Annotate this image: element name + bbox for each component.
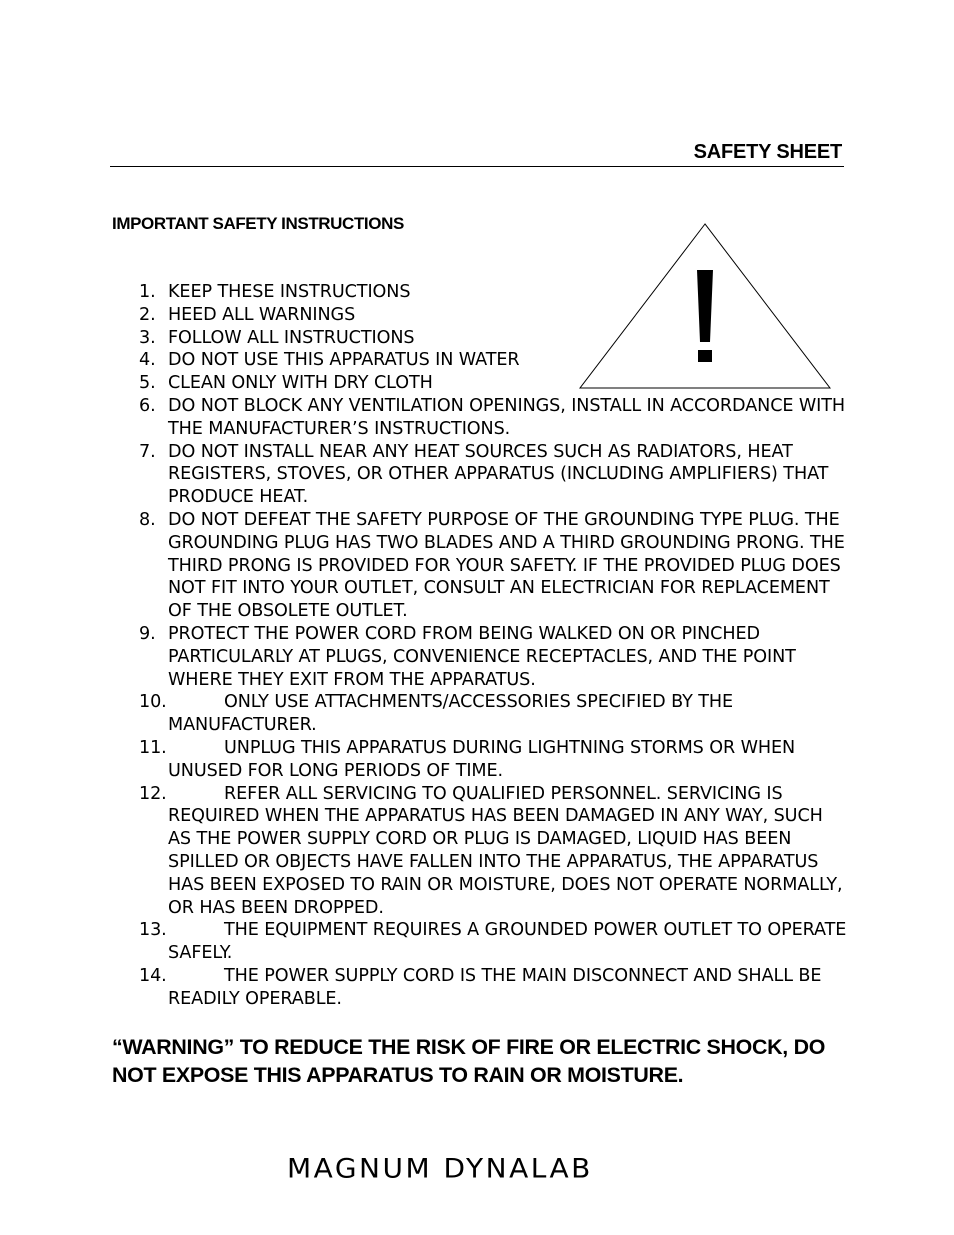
list-item-text: FOLLOW ALL INSTRUCTIONS (168, 327, 415, 348)
list-item (139, 691, 851, 737)
list-item-number: 11. (139, 737, 167, 758)
list-item (139, 737, 851, 783)
list-item (139, 965, 851, 1011)
list-item (139, 395, 851, 441)
list-item-text: DO NOT INSTALL NEAR ANY HEAT SOURCES SUCH AS RADIATORS, HEAT REGISTERS, STOVES, OR OTHER APPARATUS (INCLUDING AMPLIFIERS) THAT PRODUCE HEAT. (168, 441, 829, 508)
list-item-number: 12. (139, 783, 167, 804)
list-item-number: 14. (139, 965, 167, 986)
list-item-number: 10. (139, 692, 167, 713)
header-divider (110, 166, 844, 167)
list-item-text: REFER ALL SERVICING TO QUALIFIED PERSONNEL. SERVICING IS REQUIRED WHEN THE APPARATUS HAS BEEN DAMAGED IN ANY WAY, SUCH AS THE POWER SUPPLY CORD OR PLUG IS DAMAGED, LIQUID HAS BEEN SPILLED OR OBJECTS HAVE FALLEN INTO THE APPARATUS, THE APPARATUS HAS BEEN EXPOSED TO RAIN OR MOISTURE, DOES NOT OPERATE NORMALLY, OR HAS BEEN DROPPED. (168, 783, 843, 918)
instructions-list (139, 281, 851, 1011)
section-title: IMPORTANT SAFETY INSTRUCTIONS (112, 214, 404, 233)
list-item-text: DO NOT DEFEAT THE SAFETY PURPOSE OF THE GROUNDING TYPE PLUG. THE GROUNDING PLUG HAS TWO BLADES AND A THIRD GROUNDING PRONG. THE THIRD PRONG IS PROVIDED FOR YOUR SAFETY. IF THE PROVIDED PLUG DOES NOT FIT INTO YOUR OUTLET, CONSULT AN ELECTRICIAN FOR REPLACEMENT OF THE OBSOLETE OUTLET. (168, 509, 845, 622)
list-item-number: 3. (139, 327, 156, 348)
list-item (139, 327, 851, 350)
list-item-text: THE EQUIPMENT REQUIRES A GROUNDED POWER OUTLET TO OPERATE SAFELY. (168, 920, 847, 964)
list-item (139, 783, 851, 920)
list-item (139, 304, 851, 327)
list-item-number: 13. (139, 920, 167, 941)
list-item-number: 5. (139, 373, 156, 394)
brand-logo: MAGNUM DYNALAB (287, 1152, 593, 1185)
list-item-text: DO NOT BLOCK ANY VENTILATION OPENINGS, INSTALL IN ACCORDANCE WITH THE MANUFACTURER’S INSTRUCTIONS. (168, 395, 846, 439)
list-item-text: UNPLUG THIS APPARATUS DURING LIGHTNING STORMS OR WHEN UNUSED FOR LONG PERIODS OF TIME. (168, 737, 796, 781)
list-item-number: 6. (139, 395, 156, 416)
list-item-text: THE POWER SUPPLY CORD IS THE MAIN DISCONNECT AND SHALL BE READILY OPERABLE. (168, 965, 822, 1009)
list-item-text: DO NOT USE THIS APPARATUS IN WATER (168, 350, 520, 371)
warning-statement: “WARNING” TO REDUCE THE RISK OF FIRE OR ELECTRIC SHOCK, DO NOT EXPOSE THIS APPARATUS TO RAIN OR MOISTURE. (112, 1035, 826, 1087)
list-item-text: CLEAN ONLY WITH DRY CLOTH (168, 373, 433, 394)
list-item-number: 8. (139, 509, 156, 530)
list-item-number: 7. (139, 441, 156, 462)
list-item-number: 9. (139, 623, 156, 644)
list-item (139, 349, 851, 372)
list-item (139, 509, 851, 623)
list-item (139, 919, 851, 965)
list-item (139, 441, 851, 509)
list-item-text: HEED ALL WARNINGS (168, 304, 356, 325)
list-item-text: KEEP THESE INSTRUCTIONS (168, 282, 411, 302)
list-item-number: 2. (139, 304, 156, 325)
list-item (139, 623, 851, 691)
page-title: SAFETY SHEET (693, 141, 842, 163)
list-item-text: ONLY USE ATTACHMENTS/ACCESSORIES SPECIFIED BY THE MANUFACTURER. (168, 692, 734, 736)
list-item (139, 281, 851, 304)
list-item (139, 372, 851, 395)
list-item-text: PROTECT THE POWER CORD FROM BEING WALKED ON OR PINCHED PARTICULARLY AT PLUGS, CONVENIENCE RECEPTACLES, AND THE POINT WHERE THEY EXIT FROM THE APPARATUS. (168, 623, 796, 690)
list-item-number: 1. (139, 282, 156, 302)
list-item-number: 4. (139, 350, 156, 371)
